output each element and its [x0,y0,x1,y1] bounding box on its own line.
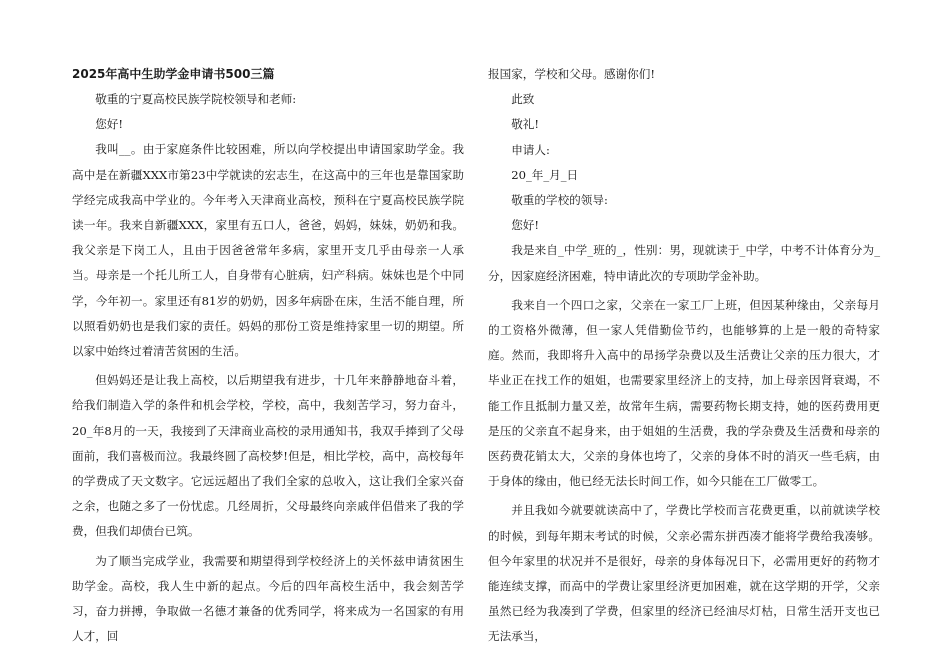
paragraph: 敬重的宁夏高校民族学院校领导和老师: [95,92,297,106]
paragraph: 我来自一个四口之家，父亲在一家工厂上班，但因某种缘由，父亲每月的工资格外微薄，但一家人凭借勤俭节约，也能够算的上是一般的奇特家庭。然而，我即将升入高中的昂扬学杂费以及生活费让父亲的压力很大，才毕业正在找工作的姐姐，也需要家里经济上的支持，加上母亲因肾衰竭，不能工作且抵制力量又差，故常年生病，需要药物长期支持，她的医药费用更是压的父亲直不起身来，由于姐姐的生活费，我的学杂费及生活费和母亲的医药费花销太大，父亲的身体也垮了，父亲的身体不时的消灭一些毛病，由于身体的缘由，他已经无法长时间工作，如今只能在工厂做零工。 [488,297,880,489]
left-column [72,62,464,649]
paragraph: 此致 [511,92,535,107]
paragraph: 为了顺当完成学业，我需要和期望得到学校经济上的关怀兹申请贫困生助学金。高校，我人生中新的起点。今后的四年高校生活中，我会刻苦学习，奋力拼搏，争取做一名德才兼备的优秀同学，将来成为一名国家的有用人才，回 [72,553,464,644]
paragraph: 您好! [511,218,540,233]
right-paragraphs [488,62,880,650]
paragraph: 我是来自_中学_班的_，性别：男，现就读于_中学，中考不计体育分为_分，因家庭经济困难，特申请此次的专项助学金补助。 [488,243,880,283]
paragraph: 您好! [95,117,124,132]
paragraph: 敬礼! [511,117,540,132]
paragraph: 但妈妈还是让我上高校，以后期望我有进步，十几年来静静地奋斗着，给我们制造入学的条件和机会学校，学校，高中，我刻苦学习，努力奋斗，20_年8月的一天，我接到了天津商业高校的录用通知书，我双手捧到了父母面前，我们喜极而泣。我最终圆了高校梦!但是，相比学校，高中，高校每年的学费成了天文数字。它远远超出了我们全家的总收入，这让我们全家兴奋之余，也随之多了一份忧虑。几经周折，父母最终向亲戚伴侣借来了我的学费，但我们却债台已筑。 [72,373,464,539]
left-paragraphs [72,87,464,649]
paragraph: 我叫__。由于家庭条件比较困难，所以向学校提出申请国家助学金。我高中是在新疆XXX市第23中学就读的宏志生，在这高中的三年也是靠国家助学经完成我高中学业的。今年考入天津商业高校，预科在宁夏高校民族学院读一年。我来自新疆XXX，家里有五口人，爸爸，妈妈，妹妹，奶奶和我。我父亲是下岗工人，且由于因爸爸常年多病，家里开支几乎由母亲一人承当。母亲是一个托儿所工人，自身带有心脏病，妇产科病。妹妹也是个中同学，今年初一。家里还有81岁的奶奶，因多年病卧在床，生活不能自理，所以照看奶奶也是我们家的责任。妈妈的那份工资是维持家里一切的期望。所以家中始终过着清苦贫困的生活。 [72,142,464,359]
paragraph: 20_年_月_日 [511,167,579,182]
document-title: 2025年高中生助学金申请书500三篇 [72,67,275,81]
paragraph: 申请人: [511,142,550,157]
paragraph: 并且我如今就要就读高中了，学费比学校而言花费更重，以前就读学校的时候，到每年期末考试的时候，父亲必需东拼西凑才能将学费给我凑够。但今年家里的状况并不是很好，母亲的身体每况日下，必需用更好的药物才能连续支撑，而高中的学费让家里经济更加困难，就在这学期的开学，父亲虽然已经为我凑到了学费，但家里的经济已经油尽灯枯，日常生活开支也已无法承当， [488,503,880,644]
paragraph: 敬重的学校的领导: [511,193,608,208]
paragraph: 报国家，学校和父母。感谢你们! [488,67,655,81]
right-column [488,62,880,650]
